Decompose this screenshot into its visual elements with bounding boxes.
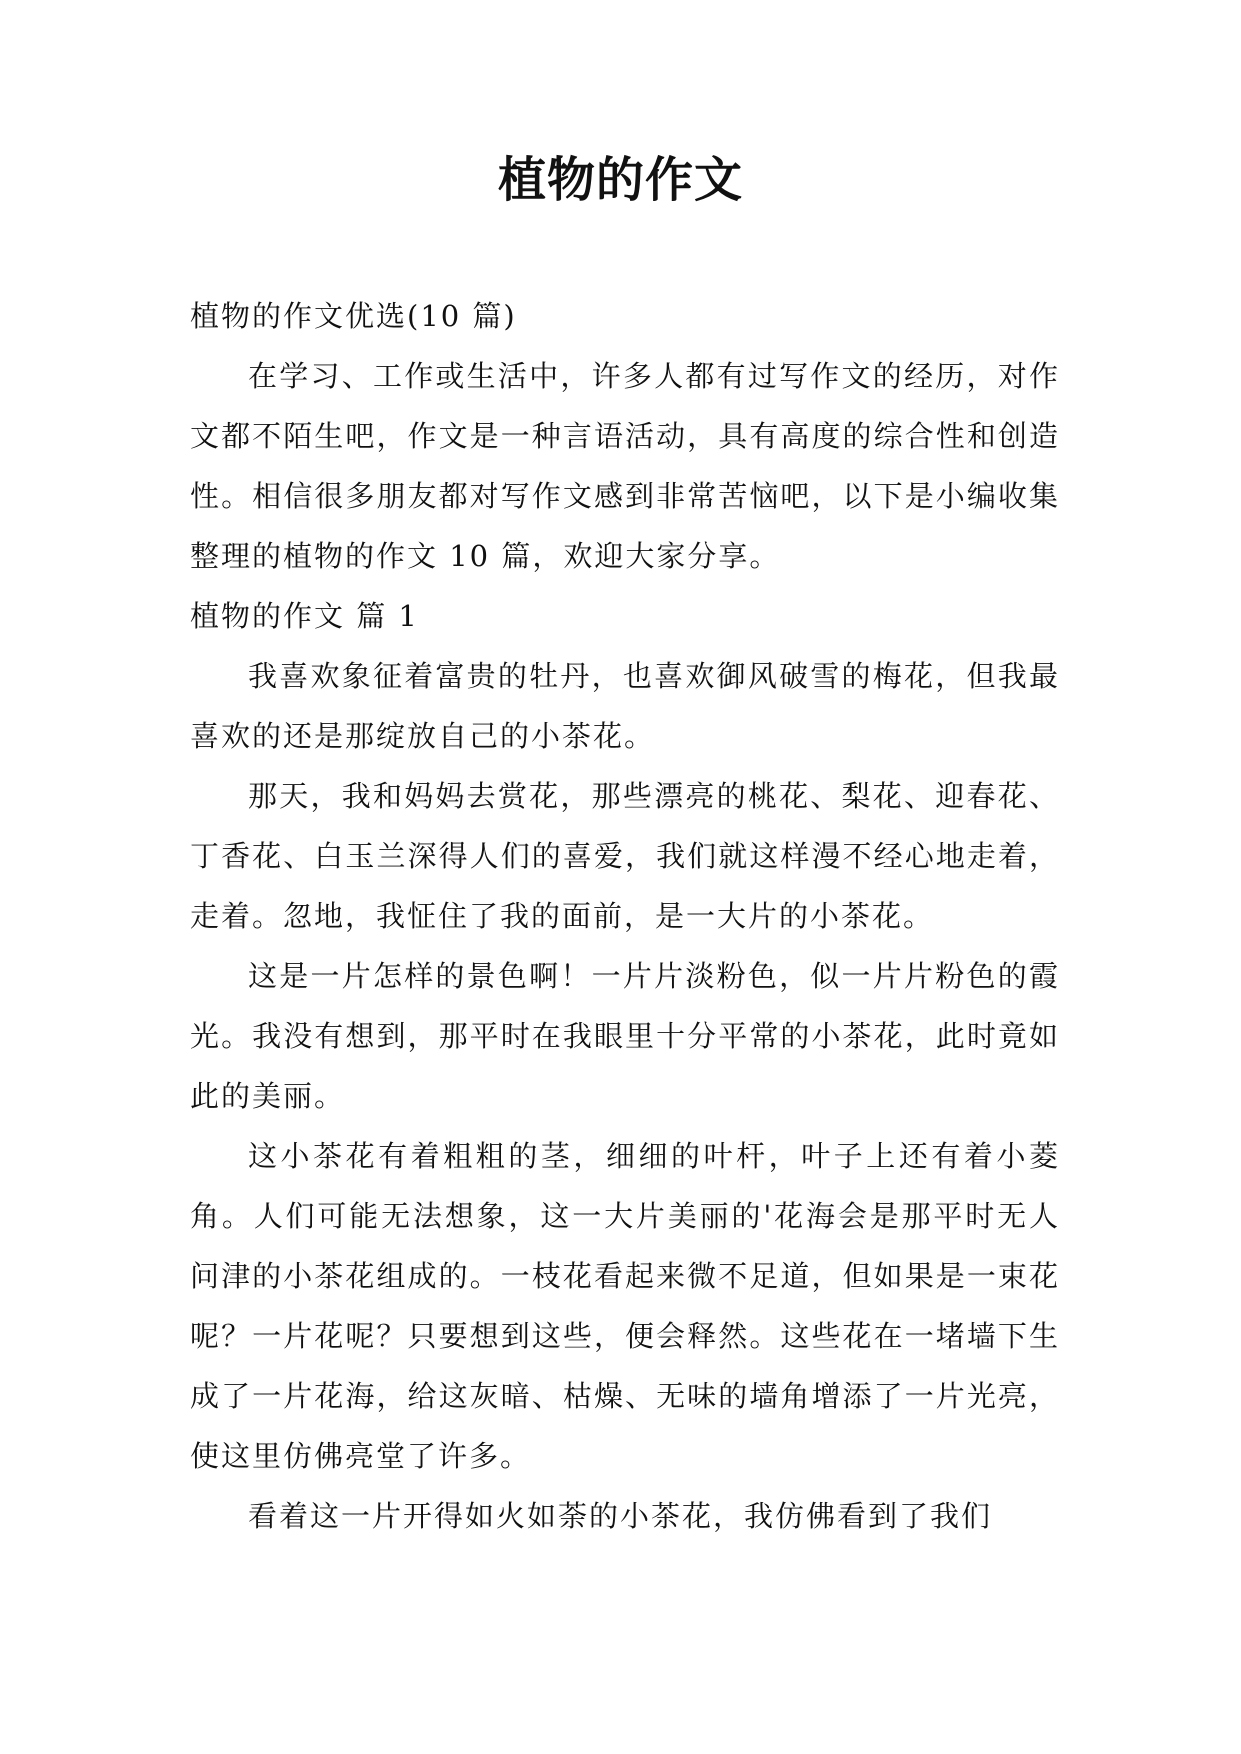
intro-paragraph: 在学习、工作或生活中，许多人都有过写作文的经历，对作文都不陌生吧，作文是一种言语活动，具有高度的综合性和创造性。相信很多朋友都对写作文感到非常苦恼吧，以下是小编收集整理的植物的作文 10 篇，欢迎大家分享。 (190, 359, 1060, 573)
body-paragraph-5: 看着这一片开得如火如荼的小茶花，我仿佛看到了我们 (248, 1499, 993, 1533)
document-title: 植物的作文 (497, 152, 743, 208)
document-body (190, 286, 1060, 1546)
body-paragraph-3: 这是一片怎样的景色啊！一片片淡粉色，似一片片粉色的霞光。我没有想到，那平时在我眼里十分平常的小茶花，此时竟如此的美丽。 (190, 959, 1060, 1113)
body-paragraph-1: 我喜欢象征着富贵的牡丹，也喜欢御风破雪的梅花，但我最喜欢的还是那绽放自己的小茶花。 (190, 659, 1060, 753)
body-paragraph-4: 这小茶花有着粗粗的茎，细细的叶杆，叶子上还有着小菱角。人们可能无法想象，这一大片美丽的'花海会是那平时无人问津的小茶花组成的。一枝花看起来微不足道，但如果是一束花呢？一片花呢？只要想到这些，便会释然。这些花在一堵墙下生成了一片花海，给这灰暗、枯燥、无味的墙角增添了一片光亮，使这里仿佛亮堂了许多。 (190, 1139, 1060, 1473)
section-heading: 植物的作文 篇 1 (190, 599, 419, 633)
document-subtitle: 植物的作文优选(10 篇) (190, 299, 517, 333)
body-paragraph-2: 那天，我和妈妈去赏花，那些漂亮的桃花、梨花、迎春花、丁香花、白玉兰深得人们的喜爱，我们就这样漫不经心地走着，走着。忽地，我怔住了我的面前，是一大片的小茶花。 (190, 779, 1060, 933)
